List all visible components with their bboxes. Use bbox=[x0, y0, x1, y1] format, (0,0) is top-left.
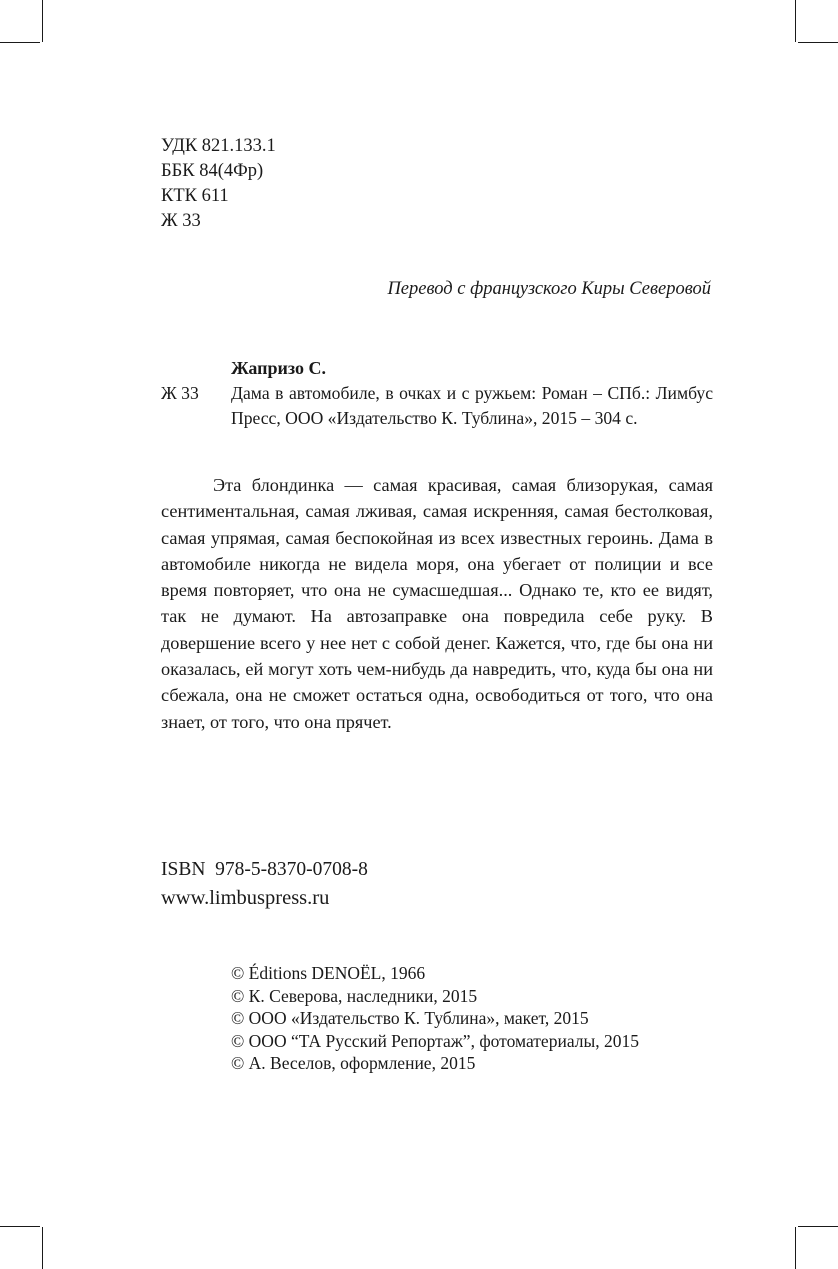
bibliography-code: Ж 33 bbox=[161, 383, 199, 403]
bibliography-author: Жапризо С. bbox=[231, 358, 326, 378]
crop-mark-bottom-right-vertical bbox=[795, 1227, 796, 1269]
classification-codes bbox=[161, 134, 276, 234]
isbn-block bbox=[161, 856, 368, 912]
copyright-line: © ООО “ТА Русский Репортаж”, фотоматериалы, 2015 bbox=[231, 1030, 639, 1051]
crop-mark-bottom-left-horizontal bbox=[0, 1226, 40, 1227]
translator-credit: Перевод с французского Киры Северовой bbox=[387, 279, 711, 299]
crop-mark-bottom-left-vertical bbox=[42, 1227, 43, 1269]
crop-mark-top-right-horizontal bbox=[798, 42, 838, 43]
copyright-line: © ООО «Издательство К. Тублина», макет, 2015 bbox=[231, 1008, 589, 1028]
publisher-website: www.limbuspress.ru bbox=[161, 887, 330, 909]
crop-mark-top-right-vertical bbox=[795, 0, 796, 42]
crop-mark-top-left-horizontal bbox=[0, 42, 40, 43]
copyright-line: © К. Северова, наследники, 2015 bbox=[231, 985, 478, 1006]
bibliography-description: Дама в автомобиле, в очках и с ружьем: Роман – СПб.: Лимбус Пресс, ООО «Издательство К. Тублина», 2015 – 304 с. bbox=[231, 383, 713, 428]
crop-mark-top-left-vertical bbox=[42, 0, 43, 42]
copyright-line: © А. Веселов, оформление, 2015 bbox=[231, 1053, 476, 1073]
annotation-text: Эта блондинка — самая красивая, самая близорукая, самая сентиментальная, самая лживая, самая искренняя, самая бестолковая, самая упрямая, самая беспокойная из всех известных героинь. Дама в автомобиле никогда не видела моря, она убегает от полиции и все время повторяет, что она не сумасшедшая... Однако те, кто ее видят, так не думают. На автозаправке она повредила себе руку. В довершение всего у нее нет с собой денег. Кажется, что, где бы она ни оказалась, ей могут хоть чем-нибудь да навредить, что, куда бы она ни сбежала, она не сможет остаться одна, освободиться от того, что она знает, от того, что она прячет. bbox=[161, 475, 713, 732]
udk-code: УДК 821.133.1 bbox=[161, 136, 276, 156]
crop-mark-bottom-right-horizontal bbox=[798, 1226, 838, 1227]
bbk-code: ББК 84(4Фр) bbox=[161, 161, 264, 181]
copyright-line: © Éditions DENOËL, 1966 bbox=[231, 963, 426, 983]
ktk-code: КТК 611 bbox=[161, 186, 229, 206]
copyright-list bbox=[231, 962, 639, 1075]
author-mark: Ж 33 bbox=[161, 211, 201, 231]
isbn: ISBN 978-5-8370-0708-8 bbox=[161, 859, 368, 880]
